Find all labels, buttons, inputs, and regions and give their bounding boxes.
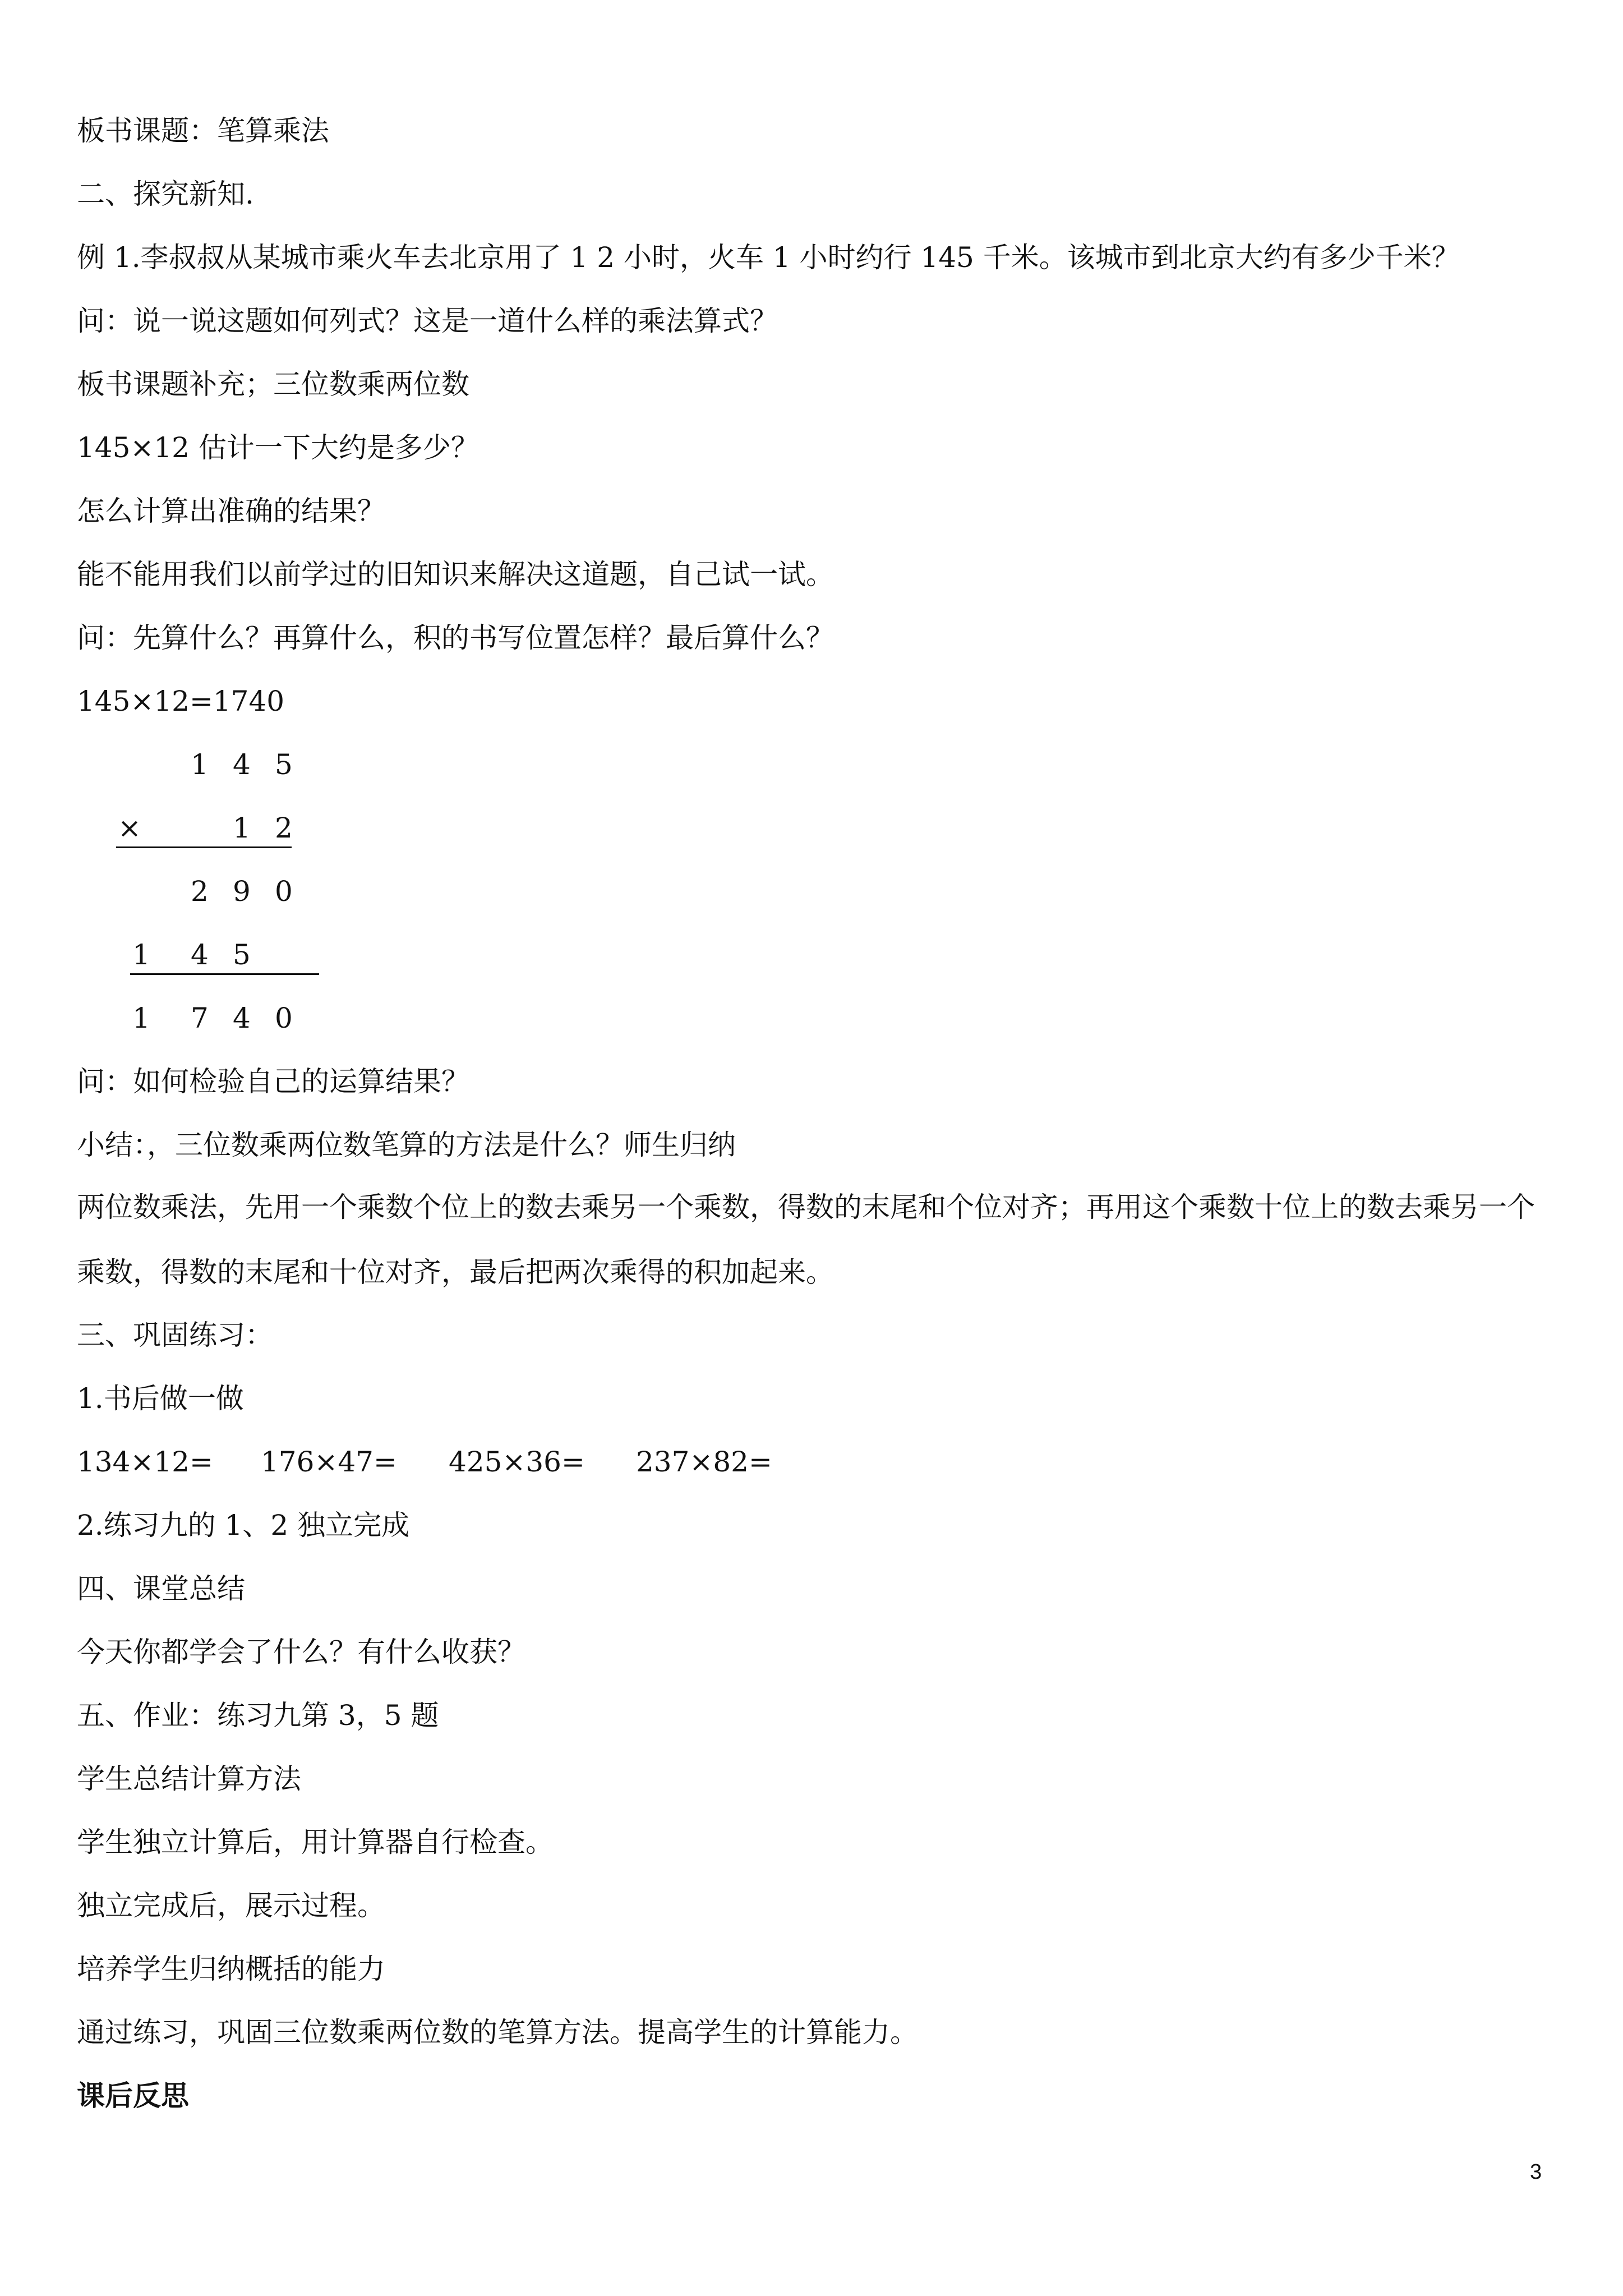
digit: 1 bbox=[132, 1002, 150, 1034]
review-question: 今天你都学会了什么？有什么收获？ bbox=[77, 1636, 525, 1668]
rule-paragraph: 两位数乘法，先用一个乘数个位上的数去乘另一个乘数，得数的末尾和个位对齐；再用这个乘数十位上的数去乘另一个乘数，得数的末尾和十位对齐，最后把两次乘得的积加起来。 bbox=[77, 1191, 1535, 1289]
digit: 4 bbox=[233, 748, 251, 781]
digit: 1 bbox=[191, 748, 209, 781]
digit: 4 bbox=[233, 1002, 251, 1034]
question-check: 问：如何检验自己的运算结果？ bbox=[77, 1065, 469, 1098]
section-heading-2: 二、探究新知. bbox=[77, 178, 254, 210]
section-heading-4: 四、课堂总结 bbox=[77, 1572, 245, 1605]
digit: 9 bbox=[233, 875, 251, 908]
board-title: 板书课题：笔算乘法 bbox=[77, 114, 329, 147]
reflection-heading: 课后反思 bbox=[77, 2079, 189, 2112]
digit: 4 bbox=[191, 938, 209, 971]
note-line: 培养学生归纳概括的能力 bbox=[77, 1953, 385, 1985]
summary-question: 小结：，三位数乘两位数笔算的方法是什么？师生归纳 bbox=[77, 1129, 736, 1161]
digit: 7 bbox=[191, 1002, 209, 1034]
exercise-item: 176×47= bbox=[261, 1446, 397, 1478]
digit: 2 bbox=[191, 875, 209, 908]
note-line: 学生总结计算方法 bbox=[77, 1763, 301, 1795]
section-heading-3: 三、巩固练习： bbox=[77, 1319, 273, 1351]
equation: 145×12=1740 bbox=[77, 685, 285, 717]
underline-rule bbox=[130, 973, 319, 975]
times-sign: × bbox=[118, 812, 141, 844]
underline-rule bbox=[116, 846, 292, 848]
board-title-supplement: 板书课题补充；三位数乘两位数 bbox=[77, 368, 469, 401]
digit: 0 bbox=[275, 1002, 293, 1034]
digit: 0 bbox=[275, 875, 293, 908]
exact-question: 怎么计算出准确的结果？ bbox=[77, 495, 385, 527]
question-steps: 问：先算什么？再算什么，积的书写位置怎样？最后算什么？ bbox=[77, 622, 834, 654]
exercise-item: 134×12= bbox=[77, 1446, 213, 1478]
old-knowledge-prompt: 能不能用我们以前学过的旧知识来解决这道题，自己试一试。 bbox=[77, 558, 834, 591]
digit: 1 bbox=[132, 938, 150, 971]
example-1: 例 1.李叔叔从某城市乘火车去北京用了 1 2 小时，火车 1 小时约行 145 千米。该城市到北京大约有多少千米？ bbox=[77, 241, 1460, 274]
page-number: 3 bbox=[1530, 2160, 1542, 2184]
estimate-question: 145×12 估计一下大约是多少？ bbox=[77, 431, 479, 464]
exercise-1-heading: 1.书后做一做 bbox=[77, 1382, 244, 1415]
exercise-item: 237×82= bbox=[636, 1446, 772, 1478]
exercise-item: 425×36= bbox=[449, 1446, 585, 1478]
digit: 1 bbox=[233, 812, 251, 844]
question-formula: 问：说一说这题如何列式？这是一道什么样的乘法算式？ bbox=[77, 305, 778, 337]
note-line: 独立完成后，展示过程。 bbox=[77, 1889, 385, 1922]
section-heading-5: 五、作业：练习九第 3，5 题 bbox=[77, 1699, 439, 1732]
digit: 5 bbox=[233, 938, 251, 971]
exercise-2: 2.练习九的 1、2 独立完成 bbox=[77, 1509, 410, 1542]
digit: 5 bbox=[275, 748, 293, 781]
note-line: 通过练习，巩固三位数乘两位数的笔算方法。提高学生的计算能力。 bbox=[77, 2016, 918, 2049]
note-line: 学生独立计算后，用计算器自行检查。 bbox=[77, 1826, 554, 1858]
digit: 2 bbox=[275, 812, 293, 844]
